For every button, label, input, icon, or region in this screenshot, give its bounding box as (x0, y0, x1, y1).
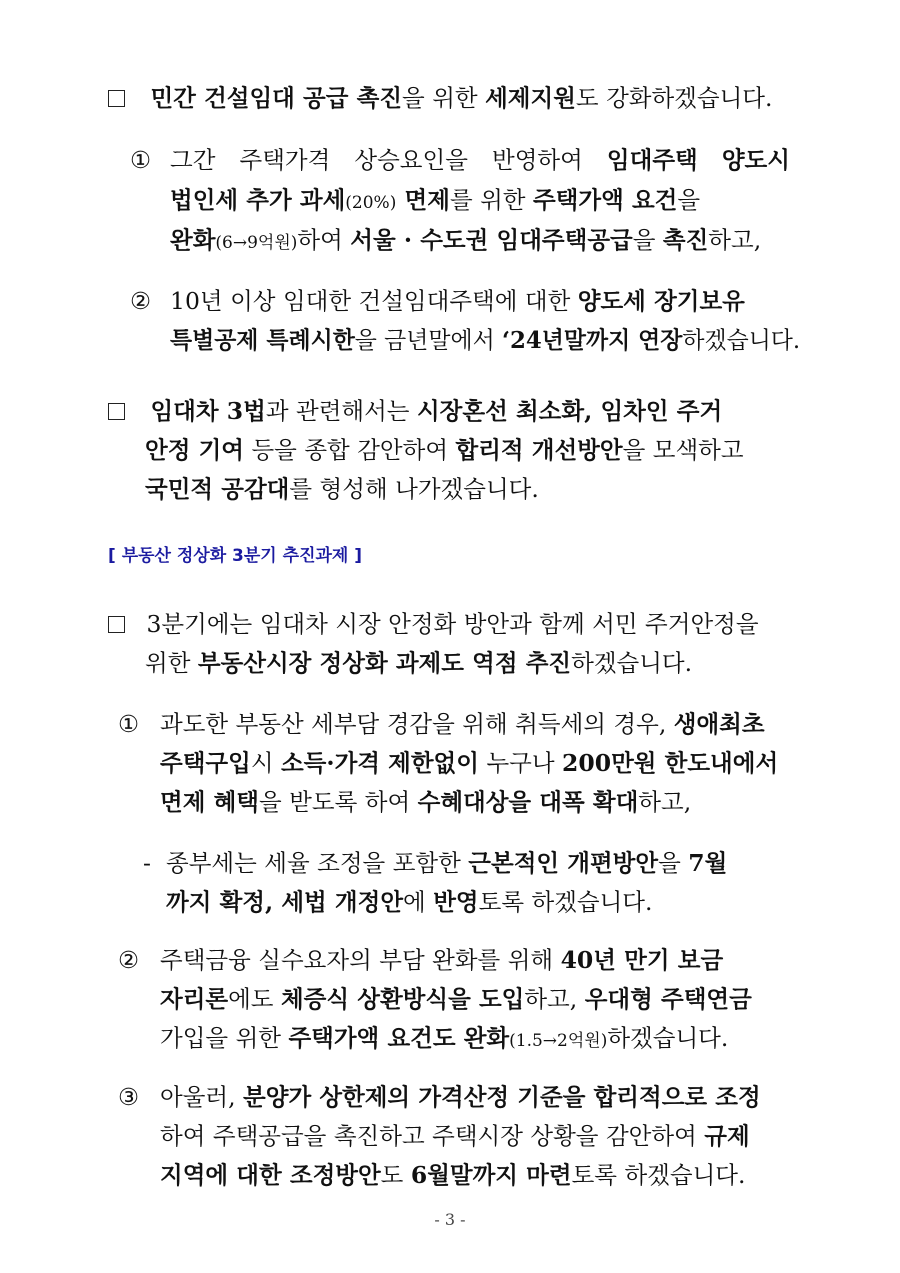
text-bold: 주택가액 요건도 완화 (288, 1024, 510, 1052)
item-1a-line-2 (170, 183, 700, 220)
item-3a-line-3 (160, 785, 691, 819)
text: 을 금년말에서 (354, 326, 502, 354)
text: 하겠습니다. (571, 649, 693, 677)
text-bold: 임차인 주거 (600, 397, 723, 425)
text: 위한 (145, 649, 198, 677)
text: 하고, (708, 226, 762, 254)
text-bold: 임대주택 (606, 146, 698, 174)
text-bold: 임대차 3법 (150, 397, 266, 425)
text: 시 (250, 749, 281, 777)
text-bold: 지역에 대한 조정방안 (160, 1161, 381, 1189)
sub-item-line-1 (166, 846, 727, 880)
item-3c-line-3 (160, 1158, 745, 1192)
item-3a-line-1 (160, 707, 765, 741)
text-bold: 세제지원 (485, 84, 576, 112)
text: 10년 이상 임대한 건설임대주택에 대한 (170, 287, 578, 315)
text: 상승요인을 (354, 146, 468, 174)
text-bold: 면제 혜택 (160, 788, 259, 816)
checkbox-bullet-icon (108, 616, 125, 633)
text-bold: 40년 만기 보금 (560, 946, 724, 974)
text: 하겠습니다. (682, 326, 801, 354)
text-small: (20%) (345, 193, 397, 213)
text: 하여 (297, 226, 351, 254)
paragraph-2-line-2 (145, 433, 744, 467)
checkbox-bullet-icon (108, 403, 125, 420)
text: 3분기에는 임대차 시장 안정화 방안과 함께 서민 주거안정을 (146, 610, 759, 638)
item-1b-line-1 (170, 284, 745, 318)
text: 을 모색하고 (622, 436, 744, 464)
text-bold: 양도세 장기보유 (577, 287, 745, 315)
text-bold: 7월 (688, 849, 728, 877)
text-bold: 특별공제 특례시한 (170, 326, 355, 354)
item-marker: ① (130, 146, 152, 174)
text-bold: 소득·가격 제한없이 (280, 749, 479, 777)
text-bold: 면제 (396, 186, 450, 214)
text-bold: 까지 확정, 세법 개정안 (166, 888, 404, 916)
text-bold: 우대형 주택연금 (584, 985, 752, 1013)
text: , (584, 397, 601, 425)
text: 에 (403, 888, 434, 916)
item-1a-line-3 (170, 223, 761, 260)
paragraph-3-line-1 (108, 607, 759, 641)
paragraph-3-line-2 (145, 646, 692, 680)
text: 하여 주택공급을 촉진하고 주택시장 상황을 감안하여 (160, 1122, 705, 1150)
text-bold: 합리적 개선방안 (455, 436, 623, 464)
text: 하고, (524, 985, 585, 1013)
item-3c-line-2 (160, 1119, 750, 1153)
item-3a-line-2 (160, 746, 778, 780)
text-bold: 주택가액 요건 (532, 186, 678, 214)
text-small: (6→9억원) (215, 233, 298, 253)
sub-item-line-2 (166, 885, 652, 919)
text-bold: 수혜대상을 대폭 확대 (417, 788, 639, 816)
text: 과 관련해서는 (265, 397, 417, 425)
text-bold: 서울 · 수도권 임대주택공급 (350, 226, 633, 254)
text: 을 (632, 226, 663, 254)
text-bold: 체증식 상환방식을 도입 (280, 985, 525, 1013)
sub-item-marker: - (143, 849, 151, 877)
text: 그간 (170, 146, 216, 174)
text-bold: 민간 건설임대 공급 촉진 (150, 84, 403, 112)
text-bold: 반영 (433, 888, 479, 916)
text-bold: 근본적인 개편방안 (468, 849, 659, 877)
item-marker: ② (130, 287, 152, 315)
text: 누구나 (478, 749, 563, 777)
text-bold: 자리론 (160, 985, 229, 1013)
item-3b-line-1 (160, 943, 723, 977)
text-bold: 6월말까지 마련 (410, 1161, 572, 1189)
item-marker: ③ (118, 1083, 140, 1111)
item-1b-line-2 (170, 323, 800, 357)
text: 하겠습니다. (607, 1024, 729, 1052)
paragraph-2-line-1 (108, 394, 722, 428)
text: 반영하여 (492, 146, 583, 174)
text-bold: 분양가 상한제의 가격산정 기준을 합리적으로 조정 (243, 1083, 761, 1111)
text: 도 (380, 1161, 411, 1189)
text: 을 (677, 186, 701, 214)
text: 를 형성해 나가겠습니다. (289, 475, 539, 503)
text-bold: 촉진 (662, 226, 709, 254)
item-marker: ① (118, 710, 140, 738)
text: 을 (658, 849, 689, 877)
item-3c-line-1 (160, 1080, 761, 1114)
item-1a-line-1 (170, 143, 790, 177)
text-bold: 완화 (170, 226, 216, 254)
text: 종부세는 세율 조정을 포함한 (166, 849, 469, 877)
checkbox-bullet-icon (108, 90, 125, 107)
text: 가입을 위한 (160, 1024, 289, 1052)
text-bold: 법인세 추가 과세 (170, 186, 346, 214)
page-number: - 3 - (434, 1210, 466, 1229)
text: 을 받도록 하여 (259, 788, 418, 816)
section-heading: [ 부동산 정상화 3분기 추진과제 ] (108, 546, 363, 566)
text-bold: 국민적 공감대 (145, 475, 290, 503)
text: 등을 종합 감안하여 (244, 436, 456, 464)
paragraph-2-line-3 (145, 472, 539, 506)
text: 과도한 부동산 세부담 경감을 위해 취득세의 경우, (160, 710, 674, 738)
text-bold: 규제 (704, 1122, 750, 1150)
text-bold: 안정 기여 (145, 436, 244, 464)
text-small: (1.5→2억원) (509, 1031, 608, 1051)
text: 주택금융 실수요자의 부담 완화를 위해 (160, 946, 561, 974)
text: 에도 (228, 985, 281, 1013)
text: 을 위한 (402, 84, 486, 112)
text-bold: 부동산시장 정상화 과제도 역점 추진 (197, 649, 572, 677)
text: 를 위한 (449, 186, 533, 214)
item-marker: ② (118, 946, 140, 974)
text: 주택가격 (239, 146, 331, 174)
text: 하고, (638, 788, 692, 816)
text-bold: ‘24년말까지 연장 (501, 326, 683, 354)
item-3b-line-3 (160, 1021, 728, 1058)
text: 토록 하겠습니다. (571, 1161, 746, 1189)
text: 도 강화하겠습니다. (575, 84, 773, 112)
text-bold: 200만원 한도내에서 (562, 749, 779, 777)
text: 아울러, (160, 1083, 244, 1111)
item-3b-line-2 (160, 982, 752, 1016)
paragraph-1-line-1 (108, 81, 772, 115)
text-bold: 주택구입 (160, 749, 251, 777)
text-bold: 시장혼선 최소화 (416, 397, 585, 425)
text-bold: 양도시 (721, 146, 790, 174)
text: 토록 하겠습니다. (478, 888, 653, 916)
text-bold: 생애최초 (673, 710, 765, 738)
